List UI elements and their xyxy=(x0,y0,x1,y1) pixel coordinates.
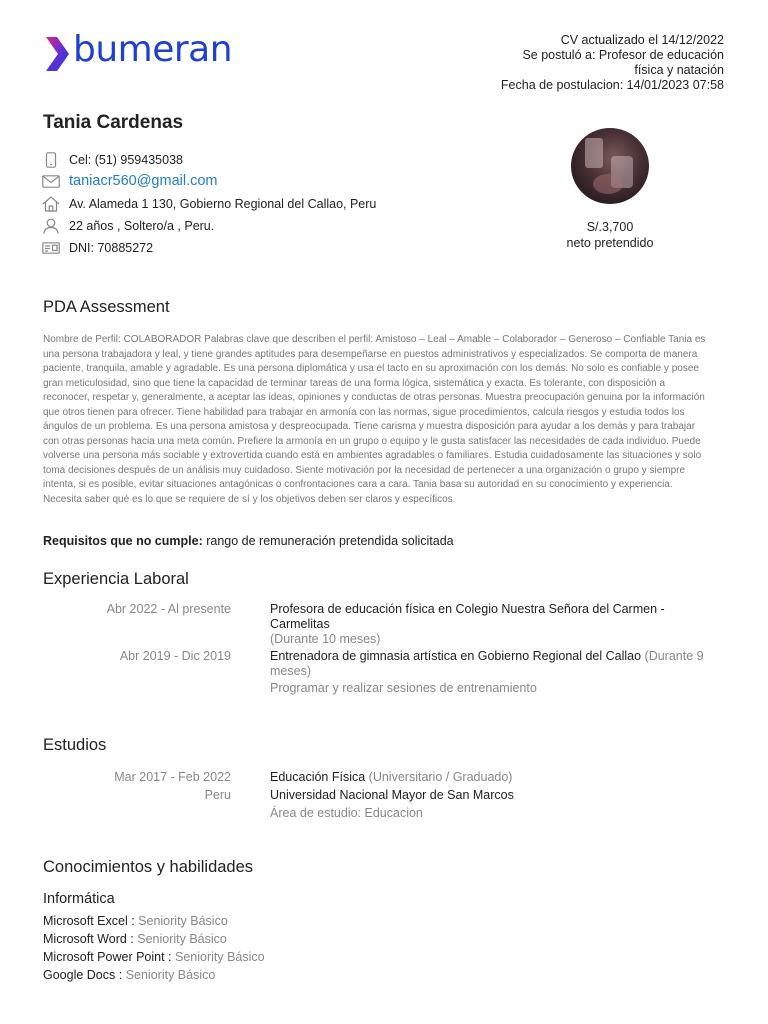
salary-block xyxy=(540,219,680,251)
skill-name: Microsoft Excel : xyxy=(43,914,135,928)
avatar xyxy=(571,128,649,204)
job-duration: (Durante 10 meses) xyxy=(270,632,381,646)
application-date: Fecha de postulacion: 14/01/2023 07:58 xyxy=(500,78,724,92)
skill-item xyxy=(43,912,228,930)
job-dates: Abr 2019 - Dic 2019 xyxy=(119,649,231,663)
skills-category: Informática xyxy=(43,891,115,907)
phone-row xyxy=(41,150,521,170)
id-card-icon xyxy=(41,240,61,256)
skill-name: Microsoft Power Point : xyxy=(43,950,172,964)
bumeran-logo xyxy=(43,29,233,75)
brand-name: bumeran xyxy=(73,29,233,70)
experience-title: Experiencia Laboral xyxy=(43,570,189,588)
skill-name: Google Docs : xyxy=(43,968,123,982)
pda-title: PDA Assessment xyxy=(43,298,170,316)
education-entry xyxy=(270,768,720,822)
dni: DNI: 70885272 xyxy=(69,241,154,255)
salary-amount: S/.3,700 xyxy=(586,220,634,234)
education-country: Peru xyxy=(204,788,231,802)
skill-level: Seniority Básico xyxy=(122,968,216,982)
phone-icon xyxy=(41,152,61,168)
mail-icon xyxy=(41,173,61,189)
skill-level: Seniority Básico xyxy=(134,914,228,928)
education-dates: Mar 2017 - Feb 2022 xyxy=(114,770,231,784)
pda-description: Nombre de Perfil: COLABORADOR Palabras clave que describen el perfil: Amistoso – Leal – Amable – Colaborador – Generoso – Confiable Tania es una persona trabajadora y leal, y tiene grandes aptitudes para desempeñarse en puestos administrativos y especializados. Se comporta de manera paciente, tranquila, amable y agradable. Es una persona diplomática y usa el tacto en su aproximación con los demás. No solo es confiable y posee gran meticulosidad, sino que tiene la capacidad de terminar tareas de una forma lógica, sistemática y exacta. Es tolerante, con disposición a reconocer, respetar y, generalmente, a aceptar las ideas, opiniones y conductas de otras personas. Muestra preocupación genuina por la información que otros tienen para ofrecer. Tiene habilidad para trabajar en armonía con las normas, sigue procedimientos, calcula riesgos y estudia todos los ángulos de un problema. Es una persona amistosa y despreocupada. Tiene carisma y muestra disposición para ayudar a los demás y para trabajar con otras personas hacia una meta común. Prefiere la armonía en un grupo o equipo y le gusta satisfacer las necesidades de cada individuo. Puede volverse una persona más sociable y extrovertida cuando está en ambientes agradables o familiares. Estudia cuidadosamente las situaciones y solo toma decisiones después de un análisis muy cuidadoso. Siente motivación por la necesidad de pertenecer a una organización o grupo y siempre intenta, si es posible, evitar situaciones antagónicas o confrontaciones cara a cara. Tania basa su autoridad en su conocimiento y experiencia. Necesita saber qué es lo que se requiere de sí y los objetivos deben ser claros y específicos. xyxy=(43,334,706,505)
email-link[interactable]: taniacr560@gmail.com xyxy=(69,173,218,189)
skill-item xyxy=(43,930,227,948)
cv-meta xyxy=(424,33,724,93)
job-dates: Abr 2022 - Al presente xyxy=(106,602,231,616)
skill-level: Seniority Básico xyxy=(133,932,227,946)
phone-number: Cel: (51) 959435038 xyxy=(69,153,183,167)
unmet-requirements-value: rango de remuneración pretendida solicitada xyxy=(202,534,454,548)
job-role: Entrenadora de gimnasia artística en Gobierno Regional del Callao xyxy=(270,649,642,663)
skill-name: Microsoft Word : xyxy=(43,932,134,946)
personal-row xyxy=(41,216,521,236)
cv-updated: CV actualizado el 14/12/2022 xyxy=(560,33,724,47)
education-level: (Universitario / Graduado) xyxy=(365,770,513,784)
applied-position-line1: Se postuló a: Profesor de educación xyxy=(522,48,724,62)
address: Av. Alameda 1 130, Gobierno Regional del Callao, Peru xyxy=(69,197,377,211)
job-entry xyxy=(270,649,720,696)
personal-info: 22 años , Soltero/a , Peru. xyxy=(69,219,215,233)
candidate-name: Tania Cardenas xyxy=(43,112,184,133)
job-entry xyxy=(270,602,720,647)
education-dates-block xyxy=(60,768,231,804)
job-description: Programar y realizar sesiones de entrenamiento xyxy=(270,681,537,695)
person-icon xyxy=(41,218,61,234)
bumeran-logo-icon xyxy=(43,35,71,73)
education-area: Área de estudio: Educacion xyxy=(270,806,423,820)
education-degree: Educación Física xyxy=(270,770,366,784)
email-row[interactable] xyxy=(41,171,521,191)
skill-level: Seniority Básico xyxy=(171,950,265,964)
address-row xyxy=(41,194,521,214)
skill-item xyxy=(43,966,215,984)
unmet-requirements xyxy=(43,534,454,548)
education-institution: Universidad Nacional Mayor de San Marcos xyxy=(270,788,514,802)
education-title: Estudios xyxy=(43,736,107,754)
applied-position-line2: física y natación xyxy=(634,63,724,77)
salary-label: neto pretendido xyxy=(566,236,654,250)
job-duration: (Durante 9 meses) xyxy=(270,649,704,678)
skill-item xyxy=(43,948,265,966)
unmet-requirements-label: Requisitos que no cumple: xyxy=(43,534,203,548)
job-role: Profesora de educación física en Colegio Nuestra Señora del Carmen - Carmelitas xyxy=(270,602,665,631)
home-icon xyxy=(41,196,61,212)
dni-row xyxy=(41,238,521,258)
skills-title: Conocimientos y habilidades xyxy=(43,858,254,876)
